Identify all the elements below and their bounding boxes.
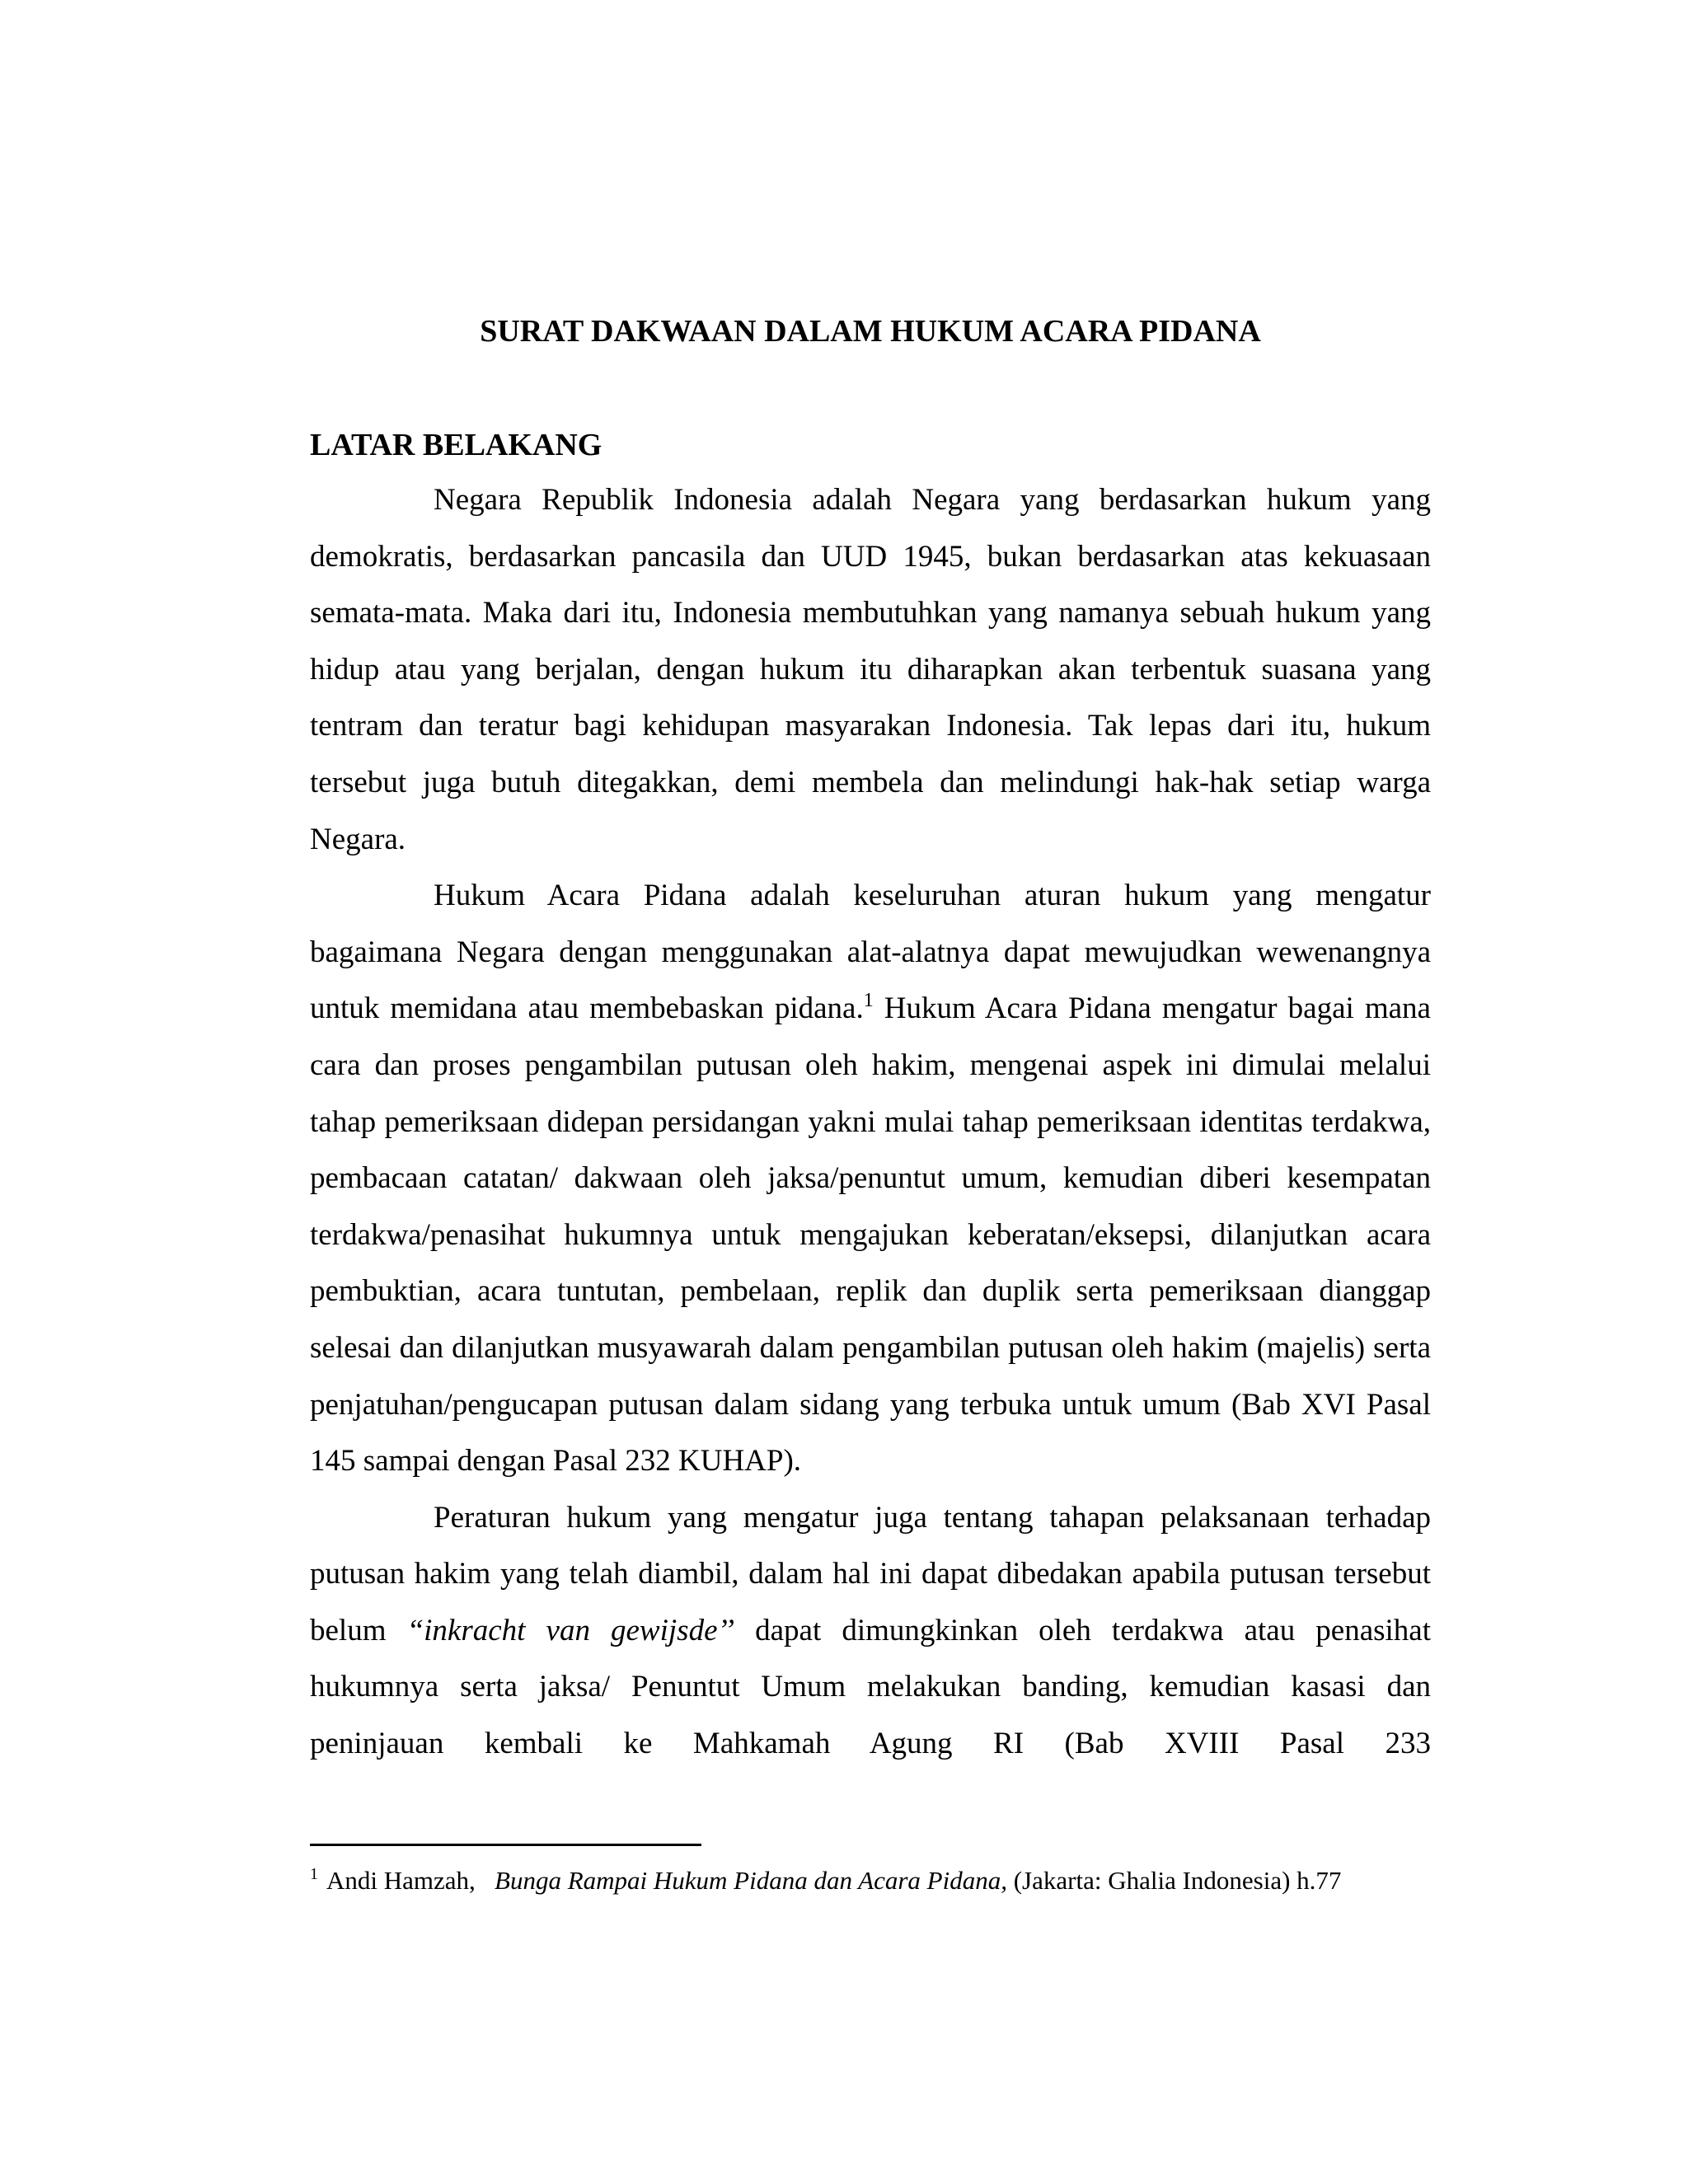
paragraph-3-text-before-italic: Peraturan hukum yang mengatur juga tentang tahapan pelaksanaan terhadap putusan hakim yang telah diambil, dalam hal ini dapat dibedakan apabila putusan tersebut belum	[310, 1500, 1431, 1647]
section-heading: LATAR BELAKANG	[310, 428, 603, 462]
paragraph-2-text-before-ref: Hukum Acara Pidana adalah keseluruhan aturan hukum yang mengatur bagaimana Negara dengan menggunakan alat-alatnya dapat mewujudkan wewenangnya untuk memidana atau membebaskan pidana.	[310, 879, 1431, 1026]
footnote-reference[interactable]: 1	[863, 990, 874, 1012]
footnote	[310, 1864, 1464, 1897]
footnote-author: Andi Hamzah,	[326, 1866, 476, 1895]
paragraph-3-text-after-italic: dapat dimungkinkan oleh terdakwa atau penasihat hukumnya serta jaksa/ Penuntut Umum melakukan banding, kemudian kasasi dan peninjauan kembali ke Mahkamah Agung RI (Bab XVIII Pasal 233	[310, 1613, 1432, 1761]
body-text	[310, 472, 1431, 1773]
paragraph-3	[310, 1490, 1431, 1773]
paragraph-2	[310, 868, 1431, 1490]
footnote-separator	[310, 1844, 701, 1846]
paragraph-3-italic-term: “inkracht van gewijsde’’	[406, 1613, 735, 1647]
footnote-work-title: Bunga Rampai Hukum Pidana dan Acara Pidana,	[495, 1866, 1007, 1895]
footnote-number: 1	[310, 1865, 318, 1883]
footnote-publication: (Jakarta: Ghalia Indonesia) h.77	[1006, 1866, 1342, 1895]
paragraph-1-text: Negara Republik Indonesia adalah Negara yang berdasarkan hukum yang demokratis, berdasarkan pancasila dan UUD 1945, bukan berdasarkan atas kekuasaan semata-mata. Maka dari itu, Indonesia membutuhkan yang namanya sebuah hukum yang hidup atau yang berjalan, dengan hukum itu diharapkan akan terbentuk suasana yang tentram dan teratur bagi kehidupan masyarakan Indonesia. Tak lepas dari itu, hukum tersebut juga butuh ditegakkan, demi membela dan melindungi hak-hak setiap warga Negara.	[310, 483, 1431, 856]
paragraph-1	[310, 472, 1431, 868]
paragraph-2-text-after-ref: Hukum Acara Pidana mengatur bagai mana cara dan proses pengambilan putusan oleh hakim, mengenai aspek ini dimulai melalui tahap pemeriksaan didepan persidangan yakni mulai tahap pemeriksaan identitas terdakwa, pembacaan catatan/ dakwaan oleh jaksa/penuntut umum, kemudian diberi kesempatan terdakwa/penasihat hukumnya untuk mengajukan keberatan/eksepsi, dilanjutkan acara pembuktian, acara tuntutan, pembelaan, replik dan duplik serta pemeriksaan dianggap selesai dan dilanjutkan musyawarah dalam pengambilan putusan oleh hakim (majelis) serta penjatuhan/pengucapan putusan dalam sidang yang terbuka untuk umum (Bab XVI Pasal 145 sampai dengan Pasal 232 KUHAP).	[310, 991, 1431, 1479]
page-title: SURAT DAKWAAN DALAM HUKUM ACARA PIDANA	[480, 314, 1261, 349]
